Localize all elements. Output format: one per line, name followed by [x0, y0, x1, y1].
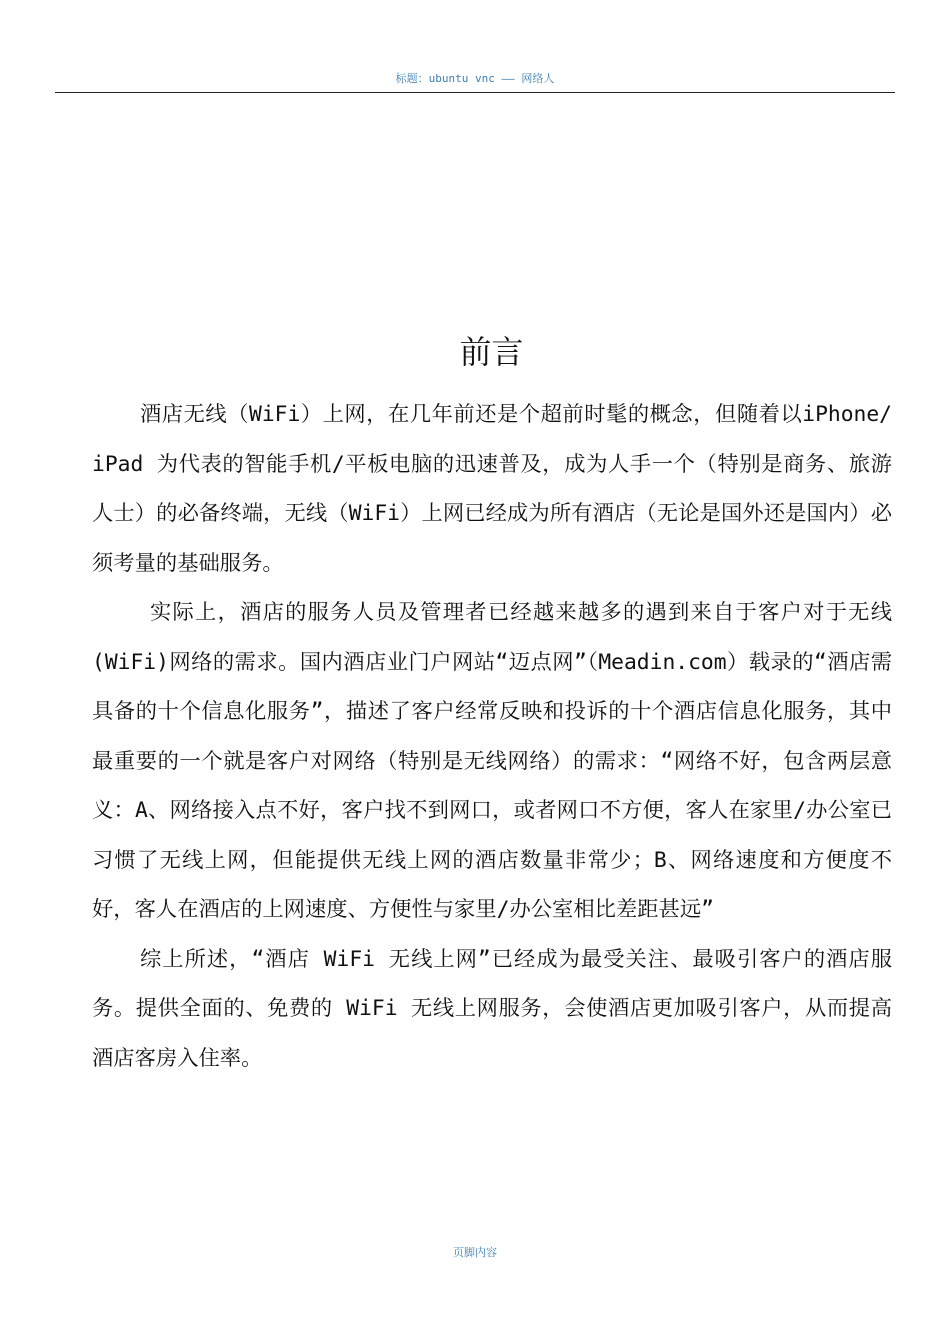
- document-title: 前言: [459, 333, 524, 371]
- paragraph-demand: 实际上，酒店的服务人员及管理者已经越来越多的遇到来自于客户对于无线(WiFi)网络的需求。国内酒店业门户网站“迈点网”（Meadin.com）载录的“酒店需具备的十个信息化服务”，描述了客户经常反映和投诉的十个酒店信息化服务，其中最重要的一个就是客户对网络（特别是无线网络）的需求：“网络不好，包含两层意义：A、网络接入点不好，客户找不到网口，或者网口不方便，客人在家里/办公室已习惯了无线上网，但能提供无线上网的酒店数量非常少；B、网络速度和方便度不好，客人在酒店的上网速度、方便性与家里/办公室相比差距甚远”: [92, 600, 892, 922]
- page-footer: [0, 1244, 950, 1260]
- document-body: [92, 390, 892, 1083]
- page-footer-text: 页脚内容: [453, 1246, 497, 1259]
- page-header: [0, 70, 950, 86]
- paragraph-summary: 综上所述，“酒店 WiFi 无线上网”已经成为最受关注、最吸引客户的酒店服务。提供全面的、免费的 WiFi 无线上网服务，会使酒店更加吸引客户，从而提高酒店客房入住率。: [92, 946, 892, 1071]
- header-divider: [55, 92, 895, 93]
- page-header-text: 标题：ubuntu vnc —— 网络人: [395, 72, 555, 85]
- paragraph-intro: 酒店无线（WiFi）上网，在几年前还是个超前时髦的概念，但随着以iPhone/ iPad 为代表的智能手机/平板电脑的迅速普及，成为人手一个（特别是商务、旅游人士）的必备终端，无线（WiFi）上网已经成为所有酒店（无论是国外还是国内）必须考量的基础服务。: [92, 402, 892, 576]
